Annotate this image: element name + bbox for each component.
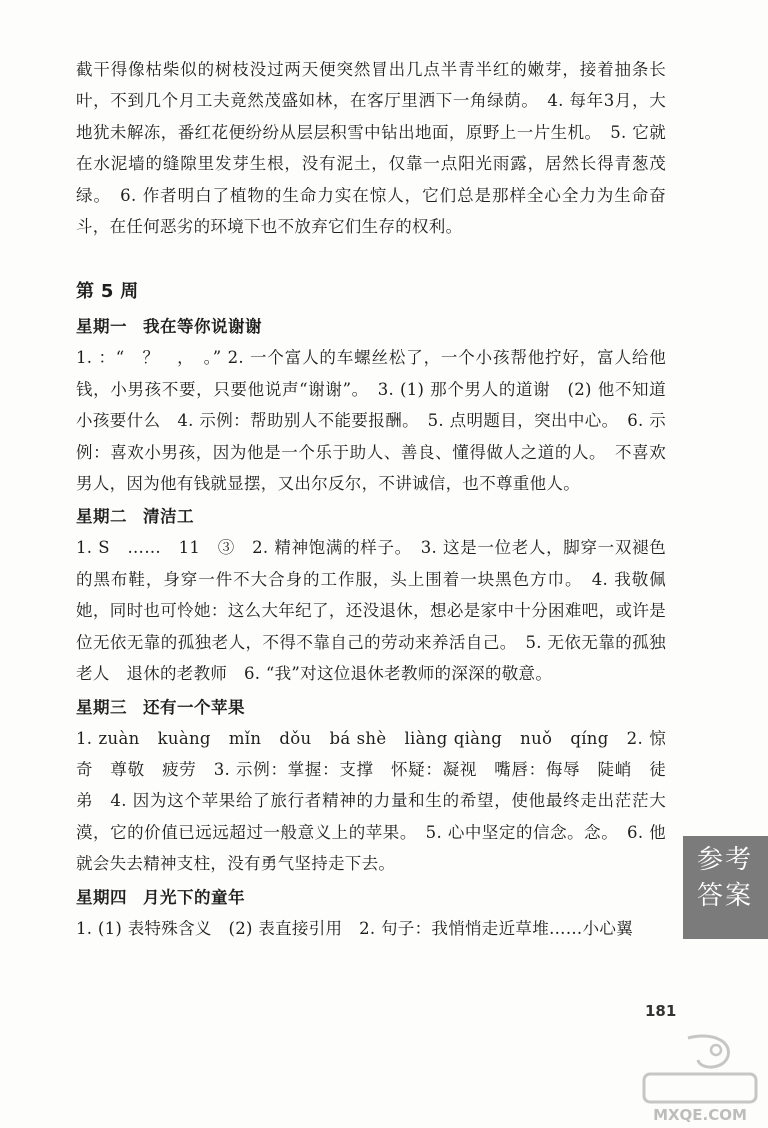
intro-paragraph: 截干得像枯柴似的树枝没过两天便突然冒出几点半青半红的嫩芽，接着抽条长叶，不到几个月工夫竟然茂盛如林，在客厅里洒下一角绿荫。 4. 每年3月，大地犹未解冻，番红花便纷纷从层层积雪中钻出地面，原野上一片生机。 5. 它就在水泥墙的缝隙里发芽生根，没有泥土，仅靠一点阳光雨露，居然长得青葱茂绿。 6. 作者明白了植物的生命力实在惊人，它们总是那样全心全力为生命奋斗，在任何恶劣的环境下也不放弃它们生存的权利。 [76, 60, 666, 237]
day-heading-tuesday [76, 501, 666, 532]
site-watermark-logo [640, 1030, 760, 1125]
day-heading-thursday [76, 882, 666, 913]
day-article-title: 清洁工 [143, 507, 194, 527]
day-label: 星期三 [76, 697, 127, 717]
day-heading-monday [76, 311, 666, 342]
side-tab-line: 答案 [697, 881, 754, 911]
page-number: 181 [645, 1002, 677, 1020]
day-label: 星期四 [76, 887, 127, 907]
side-tab-line: 参考 [697, 845, 754, 875]
week-title: 第 5 周 [76, 281, 139, 303]
watermark-badge [644, 1074, 756, 1102]
watermark-dot [711, 1045, 721, 1055]
watermark-url: MXQE.COM [653, 1106, 747, 1124]
answer-paragraph-tuesday: 1. S …… 11 ③ 2. 精神饱满的样子。 3. 这是一位老人，脚穿一双褪色的黑布鞋，身穿一件不大合身的工作服，头上围着一块黑色方巾。 4. 我敬佩她，同时也可怜她：这么大年纪了，还没退休，想必是家中十分困难吧，或许是位无依无靠的孤独老人，不得不靠自己的劳动来养活自己。 5. 无依无靠的孤独老人 退休的老教师 6. “我”对这位退休老教师的深深的敬意。 [76, 538, 666, 684]
answer-text-column [76, 54, 666, 944]
answer-paragraph-thursday: 1. (1) 表特殊含义 (2) 表直接引用 2. 句子：我悄悄走近草堆……小心翼 [76, 918, 634, 938]
answer-key-side-tab [683, 836, 768, 939]
day-label: 星期一 [76, 317, 127, 337]
day-heading-wednesday [76, 692, 666, 723]
day-article-title: 还有一个苹果 [143, 697, 245, 717]
answer-paragraph-monday: 1. ：“ ？ ， 。” 2. 一个富人的车螺丝松了，一个小孩帮他拧好，富人给他钱，小男孩不要，只要他说声“谢谢”。 3. (1) 那个男人的道谢 (2) 他不知道小孩要什么 4. 示例：帮助别人不能要报酬。 5. 点明题目，突出中心。 6. 示例：喜欢小男孩，因为他是一个乐于助人、善良、懂得做人之道的人。 不喜欢男人，因为他有钱就显摆，又出尔反尔，不讲诚信，也不尊重他人。 [76, 348, 666, 494]
watermark-swirl [688, 1036, 728, 1067]
day-label: 星期二 [76, 507, 127, 527]
day-article-title: 我在等你说谢谢 [143, 317, 262, 337]
day-article-title: 月光下的童年 [143, 887, 245, 907]
answer-paragraph-wednesday: 1. zuàn kuàng mǐn dǒu bá shè liàng qiàng nuǒ qíng 2. 惊奇 尊敬 疲劳 3. 示例：掌握：支撑 怀疑：凝视 嘴唇：侮辱 陡峭 徒弟 4. 因为这个苹果给了旅行者精神的力量和生的希望，使他最终走出茫茫大漠，它的价值已远远超过一般意义上的苹果。 5. 心中坚定的信念。念。 6. 他就会失去精神支柱，没有勇气坚持走下去。 [76, 728, 666, 874]
